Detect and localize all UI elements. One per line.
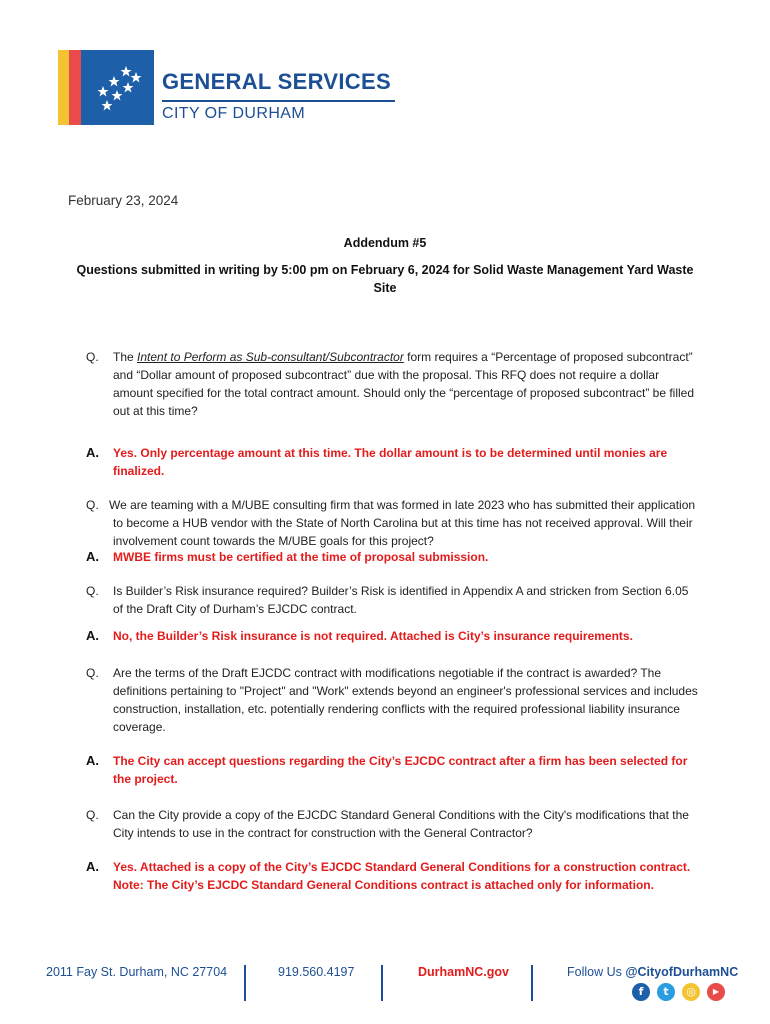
- question-label: Q.: [86, 808, 99, 822]
- question-5: [86, 806, 698, 842]
- follow-prefix: Follow Us: [567, 965, 626, 979]
- department-logo: [58, 50, 398, 125]
- footer-divider: [531, 965, 533, 1001]
- question-text-prefix: The: [113, 350, 138, 364]
- question-text-rest: form requires a “Percentage of proposed subcontract” and “Dollar amount of proposed subcontract” due with the proposal. This RFQ does not require a dollar amount specified for the total contract amount. Should only the “percentage of proposed subcontract” be filled out at this time?: [113, 350, 695, 418]
- addendum-subtitle: Questions submitted in writing by 5:00 pm on February 6, 2024 for Solid Waste Management Yard Waste Site: [76, 263, 694, 295]
- question-label: Q.: [86, 350, 99, 364]
- letter-date: February 23, 2024: [68, 193, 179, 208]
- answer-2: [86, 548, 698, 566]
- logo-divider: [162, 100, 395, 102]
- form-link[interactable]: Intent to Perform as Sub-consultant/Subcontractor: [137, 350, 404, 364]
- logo-yellow-stripe: [58, 50, 69, 125]
- page-footer: [0, 955, 770, 1015]
- answer-4: [86, 752, 698, 788]
- footer-divider: [381, 965, 383, 1001]
- logo-subtitle: CITY OF DURHAM: [162, 105, 306, 122]
- answer-1: [86, 444, 698, 480]
- answer-text: [113, 858, 698, 894]
- answer-text: MWBE firms must be certified at the time of proposal submission.: [113, 550, 489, 564]
- footer-address: 2011 Fay St. Durham, NC 27704: [46, 965, 228, 979]
- question-label: Q.: [86, 584, 99, 598]
- question-text: Can the City provide a copy of the EJCDC Standard General Conditions with the City's modifications that the City intends to use in the contract for construction with the General Contractor?: [113, 808, 689, 840]
- footer-divider: [244, 965, 246, 1001]
- logo-stars-box: [81, 50, 154, 125]
- answer-label: A.: [86, 445, 99, 460]
- footer-phone: 919.560.4197: [278, 965, 355, 979]
- answer-label: A.: [86, 859, 99, 874]
- twitter-icon[interactable]: t: [657, 983, 675, 1001]
- question-text: Are the terms of the Draft EJCDC contract with modifications negotiable if the contract is awarded? The definitions pertaining to "Project" and "Work" extends beyond an engineer's professional services and includes construction, installation, etc. potentially rendering conflicts with the required professional liability insurance coverage.: [113, 666, 698, 734]
- answer-text: Yes. Only percentage amount at this time. The dollar amount is to be determined until monies are finalized.: [113, 446, 668, 478]
- question-4: [86, 664, 698, 736]
- answer-text-line-2: Note: The City’s EJCDC Standard General Conditions contract is attached only for information.: [113, 878, 654, 892]
- answer-3: [86, 627, 698, 645]
- addendum-title: Addendum #5: [343, 236, 427, 250]
- question-1: [86, 348, 698, 420]
- question-text: Is Builder’s Risk insurance required? Builder’s Risk is identified in Appendix A and stricken from Section 6.05 of the Draft City of Durham’s EJCDC contract.: [113, 584, 689, 616]
- answer-text-line-1: Yes. Attached is a copy of the City’s EJCDC Standard General Conditions for a construction contract.: [113, 860, 691, 874]
- answer-label: A.: [86, 628, 99, 643]
- question-text: We are teaming with a M/UBE consulting firm that was formed in late 2023 who has submitted their application to become a HUB vendor with the State of North Carolina but at this time has not received approval. Will their involvement count towards the M/UBE goals for this project?: [109, 498, 696, 548]
- stars-icon: [81, 50, 154, 125]
- question-text: [113, 348, 698, 420]
- logo-title: GENERAL SERVICES: [162, 69, 391, 94]
- answer-label: A.: [86, 753, 99, 768]
- question-2: [86, 496, 698, 550]
- footer-follow: [567, 965, 738, 979]
- question-label: Q.: [86, 498, 99, 512]
- answer-5: [86, 858, 698, 894]
- youtube-icon[interactable]: ▶: [707, 983, 725, 1001]
- question-label: Q.: [86, 666, 99, 680]
- answer-label: A.: [86, 549, 99, 564]
- social-handle[interactable]: @CityofDurhamNC: [625, 965, 739, 979]
- answer-text: No, the Builder’s Risk insurance is not required. Attached is City’s insurance requirements.: [113, 629, 633, 643]
- answer-text: The City can accept questions regarding the City’s EJCDC contract after a firm has been selected for the project.: [113, 754, 688, 786]
- instagram-icon[interactable]: ◎: [682, 983, 700, 1001]
- facebook-icon[interactable]: f: [632, 983, 650, 1001]
- logo-red-stripe: [69, 50, 81, 125]
- footer-website-link[interactable]: DurhamNC.gov: [418, 965, 509, 979]
- question-3: [86, 582, 698, 618]
